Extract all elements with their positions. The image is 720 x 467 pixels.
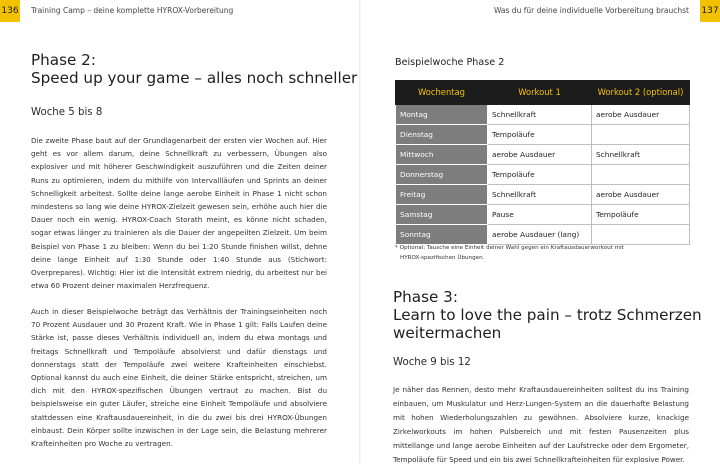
page-number-left: 136 — [0, 0, 20, 22]
workout1-cell: Tempoläufe — [488, 125, 592, 145]
weekday-cell: Samstag — [396, 205, 488, 225]
table-row — [396, 145, 690, 165]
phase2-heading-line1: Phase 2: — [31, 51, 96, 69]
workout2-cell: aerobe Ausdauer — [592, 105, 690, 125]
phase2-paragraph-2: Auch in dieser Beispielwoche beträgt das Verhältnis der Trainingseinheiten noch 70 Prozent Ausdauer und 30 Prozent Kraft. Wie in Phase 1 gilt: Falls Laufen deine Stärke ist, passe dieses Verhältnis individuell an, indem du etwa montags und freitags Schnellkraft und Tempoläufe absolvierst und dafür dienstags und donnerstags statt der Tempoläufe zwei weitere Krafteinheiten einschiebst. Optional kannst du auch eine Einheit, die deiner Stärke entspricht, streichen, um dich mit den HYROX-spezifischen Übungen vertraut zu machen. Bist du beispielsweise ein guter Läufer, streiche eine Einheit Tempoläufe und absolviere stattdessen eine Kraftausdauereinheit, in die du zwei bis drei HYROX-Übungen einbaust. Dein Körper sollte inzwischen in der Lage sein, die Belastung mehrerer Krafteinheiten pro Woche zu vertragen. — [31, 307, 327, 449]
workout2-cell — [592, 225, 690, 245]
weekday-cell: Mittwoch — [396, 145, 488, 165]
phase2-heading-line2: Speed up your game – alles noch schneller — [31, 69, 358, 87]
table-footnote — [395, 243, 695, 263]
weekday-cell: Freitag — [396, 185, 488, 205]
table-title: Beispielwoche Phase 2 — [395, 57, 505, 68]
phase3-paragraph-1: Je näher das Rennen, desto mehr Kraftausdauereinheiten solltest du ins Training einbauen, um Muskulatur und Herz-Lungen-System an die dauerhafte Belastung mit hohen Wiederholungszahlen zu gewöhnen. Absolviere kurze, knackige Zirkelworkouts im hohen Pulsbereich und mit festen Pausenzeiten plus mittellange und lange aerobe Einheiten auf der Laufstrecke oder dem Ergometer, Tempoläufe für Speed und ein bis zwei Schnellkrafteinheiten für explosive Power. — [393, 385, 689, 464]
phase2-subheading: Woche 5 bis 8 — [31, 107, 103, 118]
table-header-row — [396, 81, 690, 105]
page-gutter — [359, 0, 361, 463]
header-workout-1: Workout 1 — [488, 81, 592, 105]
workout1-cell: Schnellkraft — [488, 185, 592, 205]
table-row — [396, 185, 690, 205]
table-row — [396, 105, 690, 125]
workout2-cell: Schnellkraft — [592, 145, 690, 165]
page-number-right: 137 — [700, 0, 720, 22]
running-head-left: Training Camp – deine komplette HYROX-Vorbereitung — [31, 6, 234, 15]
table-row — [396, 225, 690, 245]
workout2-cell: aerobe Ausdauer — [592, 185, 690, 205]
running-head-right: Was du für deine individuelle Vorbereitung brauchst — [493, 6, 689, 15]
workout1-cell: aerobe Ausdauer (lang) — [488, 225, 592, 245]
weekday-cell: Montag — [396, 105, 488, 125]
phase3-heading — [393, 288, 702, 342]
footnote-line1: * Optional: Tausche eine Einheit deiner Wahl gegen ein Kraftausdauerworkout mit — [395, 245, 624, 251]
phase2-heading — [31, 51, 357, 87]
workout2-cell — [592, 125, 690, 145]
phase2-paragraph-1: Die zweite Phase baut auf der Grundlagenarbeit der ersten vier Wochen auf. Hier geht es vor allem darum, deine Schnellkraft zu verbessern, Übungen also explosiver und mit höherer Geschwindigkeit auszuführen und die Zeiten deiner Runs zu optimieren, indem du mithilfe von Intervallläufen und Sprints an deiner Schnelligkeit arbeitest. Sollte deine lange aerobe Einheit in Phase 1 nicht schon mindestens so lang wie deine HYROX-Zielzeit gewesen sein, erhöhe auch hier die Dauer noch ein wenig. HYROX-Coach Storath meint, es könne nicht schaden, sogar etwas länger zu trainieren als die Dauer der angepeilten Zielzeit. Um beim Beispiel von Phase 1 zu bleiben: Wenn du bei 1:20 Stunde finishen willst, dehne deine lange Einheit auf 1:30 Stunde oder 1:40 Stunde aus (Stichwort: Overprepares). Wichtig: Hier ist die Intensität extrem niedrig, du arbeitest nur bei etwa 60 Prozent deiner maximalen Herzfrequenz. — [31, 136, 327, 291]
weekday-cell: Donnerstag — [396, 165, 488, 185]
header-weekday: Wochentag — [396, 81, 488, 105]
table-row — [396, 125, 690, 145]
weekday-cell: Sonntag — [396, 225, 488, 245]
phase3-heading-line3: weitermachen — [393, 324, 502, 342]
phase3-heading-line1: Phase 3: — [393, 288, 458, 306]
workout2-cell: Tempoläufe — [592, 205, 690, 225]
workout2-cell — [592, 165, 690, 185]
footnote-line2: HYROX-spezifischen Übungen. — [400, 255, 485, 261]
phase3-heading-line2: Learn to love the pain – trotz Schmerzen — [393, 306, 702, 324]
phase3-subheading: Woche 9 bis 12 — [393, 357, 471, 368]
table-row — [396, 205, 690, 225]
training-week-table — [395, 80, 690, 245]
weekday-cell: Dienstag — [396, 125, 488, 145]
table-row — [396, 165, 690, 185]
workout1-cell: Schnellkraft — [488, 105, 592, 125]
header-workout-2: Workout 2 (optional) — [592, 81, 690, 105]
workout1-cell: Pause — [488, 205, 592, 225]
workout1-cell: aerobe Ausdauer — [488, 145, 592, 165]
workout1-cell: Tempoläufe — [488, 165, 592, 185]
